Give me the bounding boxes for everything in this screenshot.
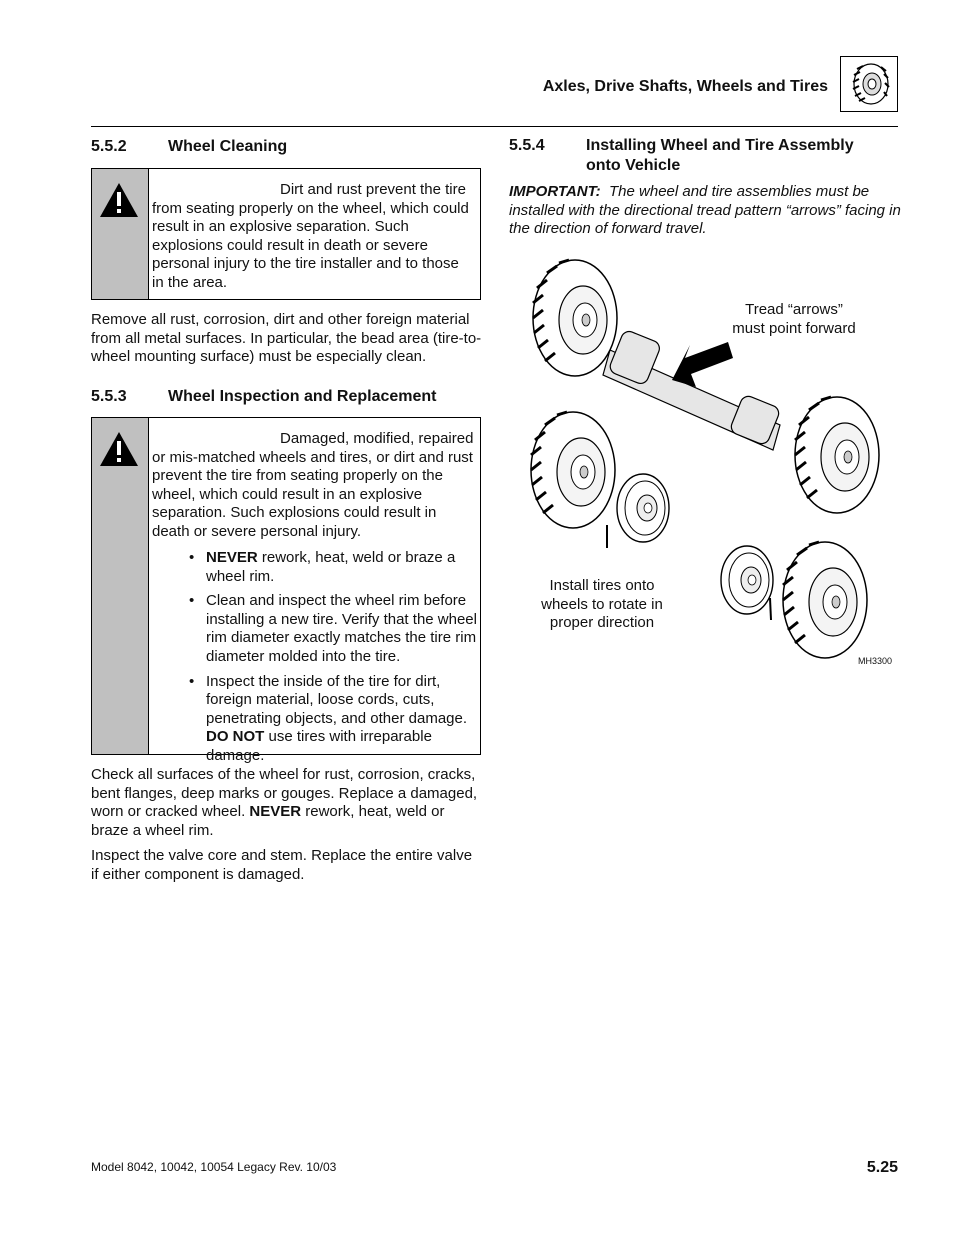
bullet-list — [189, 549, 477, 772]
paragraph-check-surfaces: Check all surfaces of the wheel for rust, corrosion, cracks, bent flanges, deep marks or gouges. Replace a damaged, worn or cracked wheel. NEVER rework, heat, weld or braze a wheel rim. — [91, 766, 478, 839]
section-number: 5.5.4 — [509, 137, 545, 154]
paragraph-cleaning: Remove all rust, corrosion, dirt and other foreign material from all metal surfaces. In particular, the bead area (tire-to-wheel mounting surface) must be especially clean. — [91, 311, 482, 366]
section-number: 5.5.2 — [91, 138, 127, 155]
page-number: 5.25 — [866, 1159, 898, 1176]
list-item: • NEVER rework, heat, weld or braze a wheel rim. — [189, 549, 477, 586]
warning-triangle-icon — [99, 431, 139, 467]
paragraph-valve: Inspect the valve core and stem. Replace the entire valve if either component is damaged. — [91, 847, 473, 883]
warning-sidebar — [92, 169, 149, 299]
figure-id: MH3300 — [858, 656, 893, 666]
label-tread-arrows: Tread “arrows” must point forward — [732, 301, 856, 337]
section-number: 5.5.3 — [91, 388, 127, 405]
section-title: Wheel Cleaning — [168, 138, 288, 155]
warning-triangle-icon — [99, 182, 139, 218]
header-rule — [91, 126, 898, 127]
warning-box — [91, 417, 481, 764]
section-title-line1: Installing Wheel and Tire Assembly — [586, 137, 854, 154]
warning-text: Dirt and rust prevent the tire from seating properly on the wheel, which could result in an explosive separation. Such explosions could result in death or severe personal injury to the tire installer and to those in the area. — [152, 181, 469, 291]
label-install-tires: Install tires onto wheels to rotate in proper direction — [541, 577, 663, 632]
section-heading-5-5-4 — [509, 136, 899, 176]
section-title-line2: onto Vehicle — [586, 157, 681, 174]
important-label: IMPORTANT: — [509, 183, 601, 200]
list-item: • Clean and inspect the wheel rim before installing a new tire. Verify that the wheel rim diameter exactly matches the tire rim diameter molded into the tire. — [189, 592, 477, 666]
warning-sidebar — [92, 418, 149, 754]
warning-text: Damaged, modified, repaired or mis-matched wheels and tires, or dirt and rust prevent the tire from seating properly on the wheel, which could result in an explosive separation. Such explosions could result in death or severe personal injury. — [152, 430, 474, 540]
tire-icon — [840, 56, 898, 112]
footer-model: Model 8042, 10042, 10054 Legacy Rev. 10/03 — [91, 1160, 337, 1174]
section-heading-5-5-2 — [91, 137, 481, 157]
running-header-title: Axles, Drive Shafts, Wheels and Tires — [542, 78, 828, 95]
section-heading-5-5-3 — [91, 387, 481, 407]
important-note: IMPORTANT: The wheel and tire assemblies must be installed with the directional tread pattern “arrows” facing in the direction of forward travel. — [509, 183, 901, 238]
section-title: Wheel Inspection and Replacement — [168, 388, 437, 405]
list-item: • Inspect the inside of the tire for dirt, foreign material, loose cords, cuts, penetrating objects, and other damage. DO NOT use tires with irreparable damage. — [189, 673, 477, 766]
warning-box — [91, 168, 481, 300]
